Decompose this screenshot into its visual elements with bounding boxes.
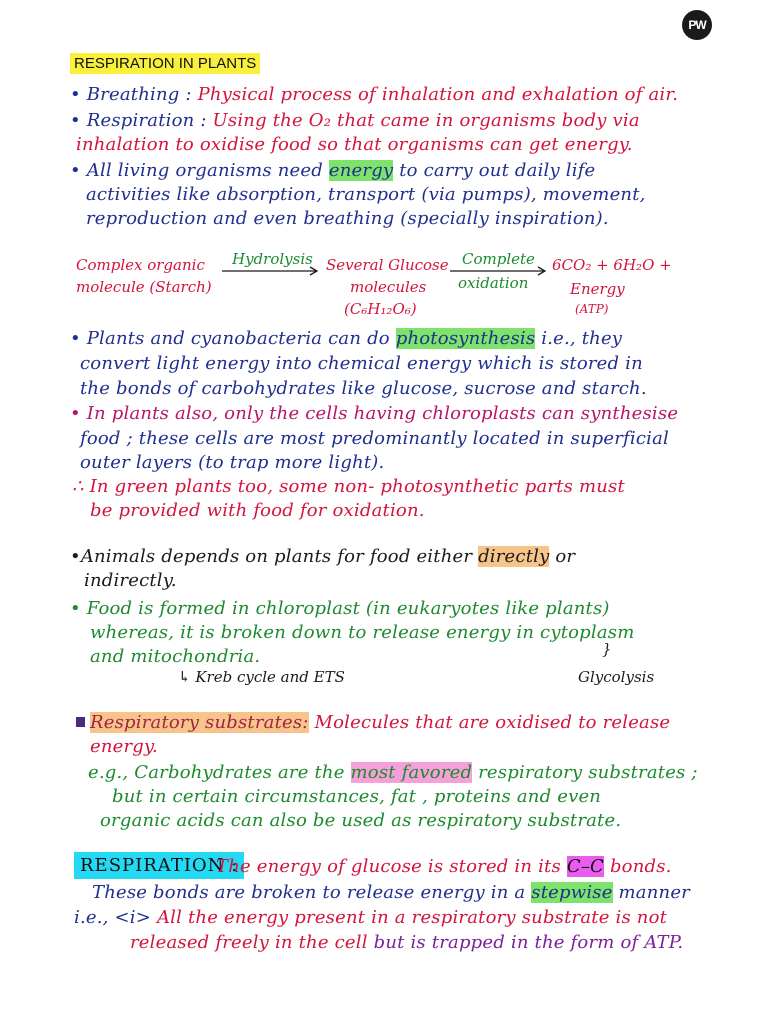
living-b: to carry out daily life <box>399 160 596 181</box>
breathing-definition: Physical process of inhalation and exhalation of air. <box>197 84 679 105</box>
therefore-line2: be provided with food for oxidation. <box>90 500 425 521</box>
flow-atp: (ATP) <box>575 302 609 316</box>
breathing-term: • Breathing : <box>70 84 192 105</box>
respiration-line2-a: These bonds are broken to release energy in a <box>92 882 526 903</box>
living-organisms-line2: activities like absorption, transport (via pumps), movement, <box>86 184 646 205</box>
respiration-line2 <box>92 882 690 903</box>
respiration-line2-b: manner <box>618 882 690 903</box>
respiration-definition-line2: inhalation to oxidise food so that organisms can get energy. <box>76 134 633 155</box>
kreb-cycle-note: ↳ Kreb cycle and ETS <box>178 668 345 686</box>
respiration-line3 <box>74 907 667 928</box>
respiration-heading: RESPIRATION : <box>74 852 244 879</box>
substrates-line4: but in certain circumstances, fat , proteins and even <box>112 786 602 807</box>
glycolysis-brace: } <box>602 640 612 658</box>
respiration-definition-line1 <box>70 110 640 131</box>
flow-oxidation-label: oxidation <box>458 274 529 292</box>
flow-glucose-line1: Several Glucose <box>326 256 449 274</box>
eg-a: e.g., Carbohydrates are the <box>88 762 345 783</box>
bullet-square-icon <box>76 717 85 727</box>
animals-b: or <box>555 546 576 567</box>
respiration-term: • Respiration : <box>70 110 207 131</box>
substrates-term-highlight: Respiratory substrates: <box>90 712 309 733</box>
food-line3: and mitochondria. <box>90 646 261 667</box>
flow-complex-line1: Complex organic <box>76 256 205 274</box>
animals-a: •Animals depends on plants for food either <box>70 546 473 567</box>
substrates-eg-line <box>88 762 698 783</box>
chloro-line1: • In plants also, only the cells having chloroplasts can synthesise <box>70 403 679 424</box>
respiration-line3-text: All the energy present in a respiratory substrate is not <box>156 907 668 928</box>
food-line1: • Food is formed in chloroplast (in eukaryotes like plants) <box>70 598 610 619</box>
flow-complex-line2: molecule (Starch) <box>76 278 212 296</box>
flow-products: 6CO₂ + 6H₂O + <box>552 256 672 274</box>
respiration-line1-b: bonds. <box>609 856 672 877</box>
cc-bond-highlight: C–C <box>566 856 605 877</box>
living-a: • All living organisms need <box>70 160 323 181</box>
stepwise-highlight: stepwise <box>531 882 613 903</box>
substrates-line1 <box>90 712 670 733</box>
animals-line1 <box>70 546 575 567</box>
respiration-line3-ie: i.e., <i> <box>74 907 152 928</box>
respiration-line4 <box>130 932 683 953</box>
flow-arrow-1 <box>222 266 322 276</box>
pw-logo: PW <box>682 10 712 40</box>
plants-b: i.e., they <box>541 328 623 349</box>
respiration-line1 <box>216 856 672 877</box>
flow-complete-label: Complete <box>462 250 535 268</box>
respiration-def-text1: Using the O₂ that came in organisms body via <box>212 110 640 131</box>
eg-b: respiratory substrates ; <box>478 762 698 783</box>
respiration-line4-b: but is trapped in the form of ATP. <box>373 932 684 953</box>
living-organisms-line3: reproduction and even breathing (specially inspiration). <box>86 208 609 229</box>
flow-hydrolysis-label: Hydrolysis <box>232 250 313 268</box>
living-organisms-line1 <box>70 160 595 181</box>
respiration-line4-a: released freely in the cell <box>130 932 368 953</box>
chloro-line3: outer layers (to trap more light). <box>80 452 385 473</box>
most-favored-highlight: most favored <box>350 762 473 783</box>
flow-glucose-formula: (C₆H₁₂O₆) <box>344 300 417 318</box>
substrates-line5: organic acids can also be used as respiratory substrate. <box>100 810 622 831</box>
food-line2: whereas, it is broken down to release energy in cytoplasm <box>90 622 635 643</box>
flow-energy: Energy <box>570 280 625 298</box>
plants-line3: the bonds of carbohydrates like glucose, sucrose and starch. <box>80 378 647 399</box>
substrates-line2: energy. <box>90 736 158 757</box>
flow-glucose-line2: molecules <box>350 278 427 296</box>
chloro-line2: food ; these cells are most predominantly located in superficial <box>80 428 669 449</box>
plants-line1 <box>70 328 622 349</box>
substrates-def: Molecules that are oxidised to release <box>314 712 671 733</box>
photosynthesis-highlight: photosynthesis <box>395 328 536 349</box>
animals-line2: indirectly. <box>84 570 177 591</box>
respiration-line1-a: The energy of glucose is stored in its <box>216 856 561 877</box>
directly-highlight: directly <box>478 546 550 567</box>
plants-line2: convert light energy into chemical energy which is stored in <box>80 353 643 374</box>
plants-a: • Plants and cyanobacteria can do <box>70 328 390 349</box>
breathing-line <box>70 84 678 105</box>
glycolysis-note: Glycolysis <box>578 668 655 686</box>
energy-highlight: energy <box>328 160 394 181</box>
therefore-line1: ∴ In green plants too, some non- photosynthetic parts must <box>72 476 625 497</box>
page-title: RESPIRATION IN PLANTS <box>70 53 260 74</box>
